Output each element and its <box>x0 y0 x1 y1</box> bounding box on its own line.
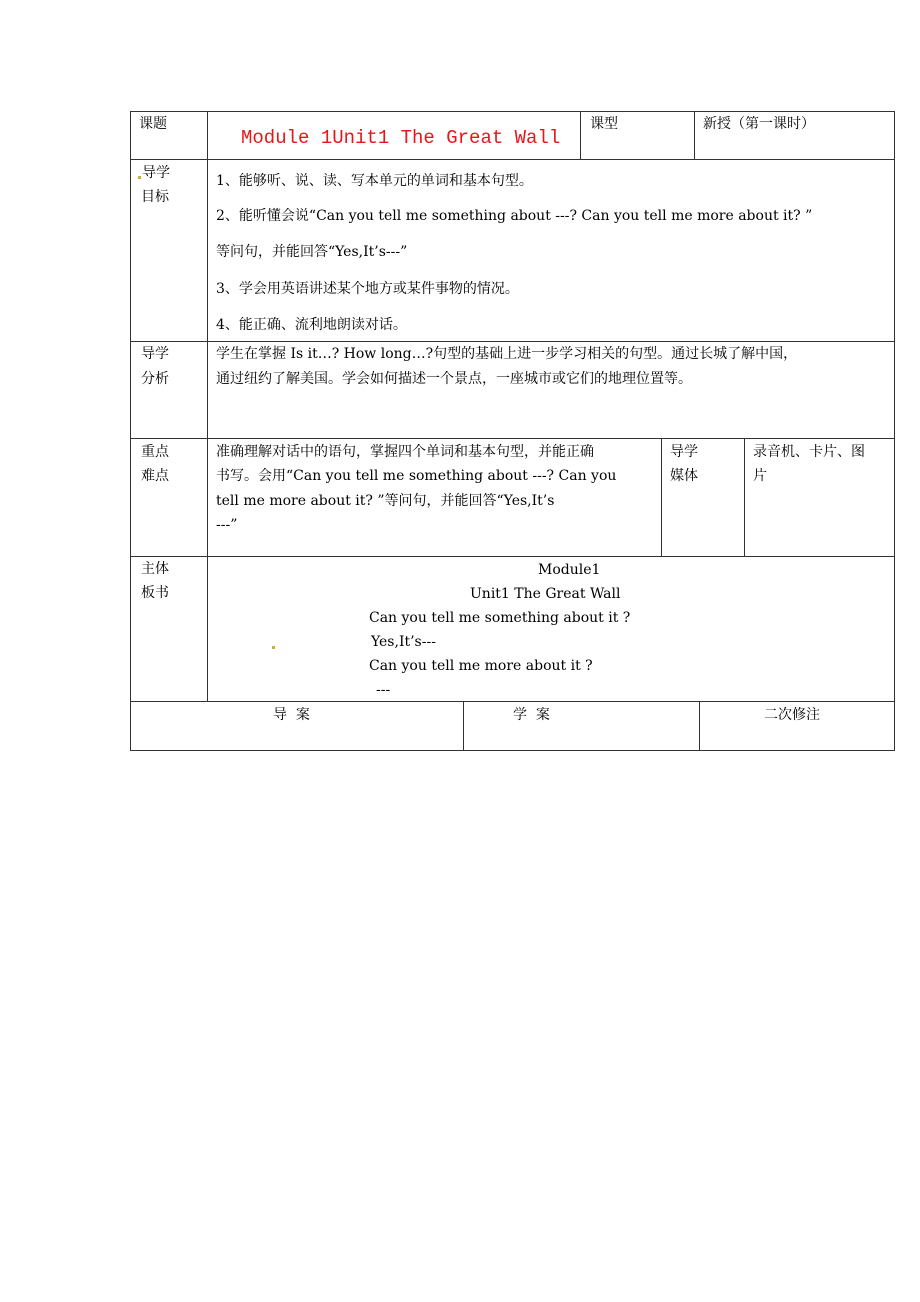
board-label-line2: 板书 <box>141 585 169 601</box>
keypoints-divider-2 <box>744 438 745 557</box>
label-column-divider <box>207 111 208 702</box>
media-line-2: 片 <box>753 468 767 484</box>
media-line-1: 录音机、卡片、图 <box>753 444 865 460</box>
board-line-4: --- <box>376 682 391 698</box>
keypoints-label-line1: 重点 <box>141 444 169 460</box>
board-label-line1: 主体 <box>141 561 169 577</box>
header-divider-1 <box>580 111 581 160</box>
lesson-type-label: 课型 <box>590 116 618 132</box>
table-border-bottom <box>130 750 895 751</box>
subject-label: 课题 <box>139 116 167 132</box>
row-divider-2 <box>130 341 895 342</box>
media-label-line2: 媒体 <box>670 468 698 484</box>
footer-guide-plan: 导 案 <box>273 707 310 723</box>
table-border-right <box>894 111 895 751</box>
board-line-3: Can you tell me more about it ? <box>369 658 593 674</box>
marker-dot-icon <box>272 646 275 649</box>
keypoints-divider-1 <box>661 438 662 557</box>
keypoints-line-1: 准确理解对话中的语句，掌握四个单词和基本句型，并能正确 <box>216 444 594 460</box>
objective-item-2: 2、能听懂会说“Can you tell me something about ---? Can you tell me more about it? ” <box>216 208 813 224</box>
analysis-label-line2: 分析 <box>141 371 169 387</box>
keypoints-line-3: tell me more about it? ”等问句，并能回答“Yes,It’s <box>216 493 555 509</box>
footer-study-plan: 学 案 <box>513 707 550 723</box>
objectives-label-line1: 导学 <box>142 165 170 181</box>
board-line-2: Yes,It’s--- <box>371 634 436 650</box>
footer-divider-2 <box>699 701 700 751</box>
keypoints-line-2: 书写。会用“Can you tell me something about ---? Can you <box>216 468 617 484</box>
table-border-left <box>130 111 131 751</box>
row-divider-4 <box>130 556 895 557</box>
table-border-top <box>130 111 895 112</box>
lesson-type-value: 新授（第一课时） <box>703 116 815 132</box>
objective-item-2-cont: 等问句，并能回答“Yes,It’s---” <box>216 244 408 260</box>
board-unit: Unit1 The Great Wall <box>470 586 621 602</box>
objective-item-4: 4、能正确、流利地朗读对话。 <box>216 317 407 333</box>
objective-item-3: 3、学会用英语讲述某个地方或某件事物的情况。 <box>216 281 519 297</box>
row-divider-3 <box>130 438 895 439</box>
media-label-line1: 导学 <box>670 444 698 460</box>
board-module: Module1 <box>538 562 601 578</box>
objective-item-1: 1、能够听、说、读、写本单元的单词和基本句型。 <box>216 173 533 189</box>
footer-divider-1 <box>463 701 464 751</box>
row-divider-1 <box>130 159 895 160</box>
footer-revision-notes: 二次修注 <box>764 707 820 723</box>
row-divider-5 <box>130 701 895 702</box>
keypoints-label-line2: 难点 <box>141 468 169 484</box>
board-line-1: Can you tell me something about it ? <box>369 610 631 626</box>
lesson-title: Module 1Unit1 The Great Wall <box>241 127 561 149</box>
analysis-label-line1: 导学 <box>141 346 169 362</box>
marker-dot-icon <box>138 176 141 179</box>
objectives-label-line2: 目标 <box>141 189 169 205</box>
header-divider-2 <box>694 111 695 160</box>
analysis-line-1: 学生在掌握 Is it…? How long…?句型的基础上进一步学习相关的句型。通过长城了解中国， <box>216 346 798 362</box>
keypoints-line-4: ---” <box>216 517 238 533</box>
analysis-line-2: 通过纽约了解美国。学会如何描述一个景点，一座城市或它们的地理位置等。 <box>216 371 692 387</box>
